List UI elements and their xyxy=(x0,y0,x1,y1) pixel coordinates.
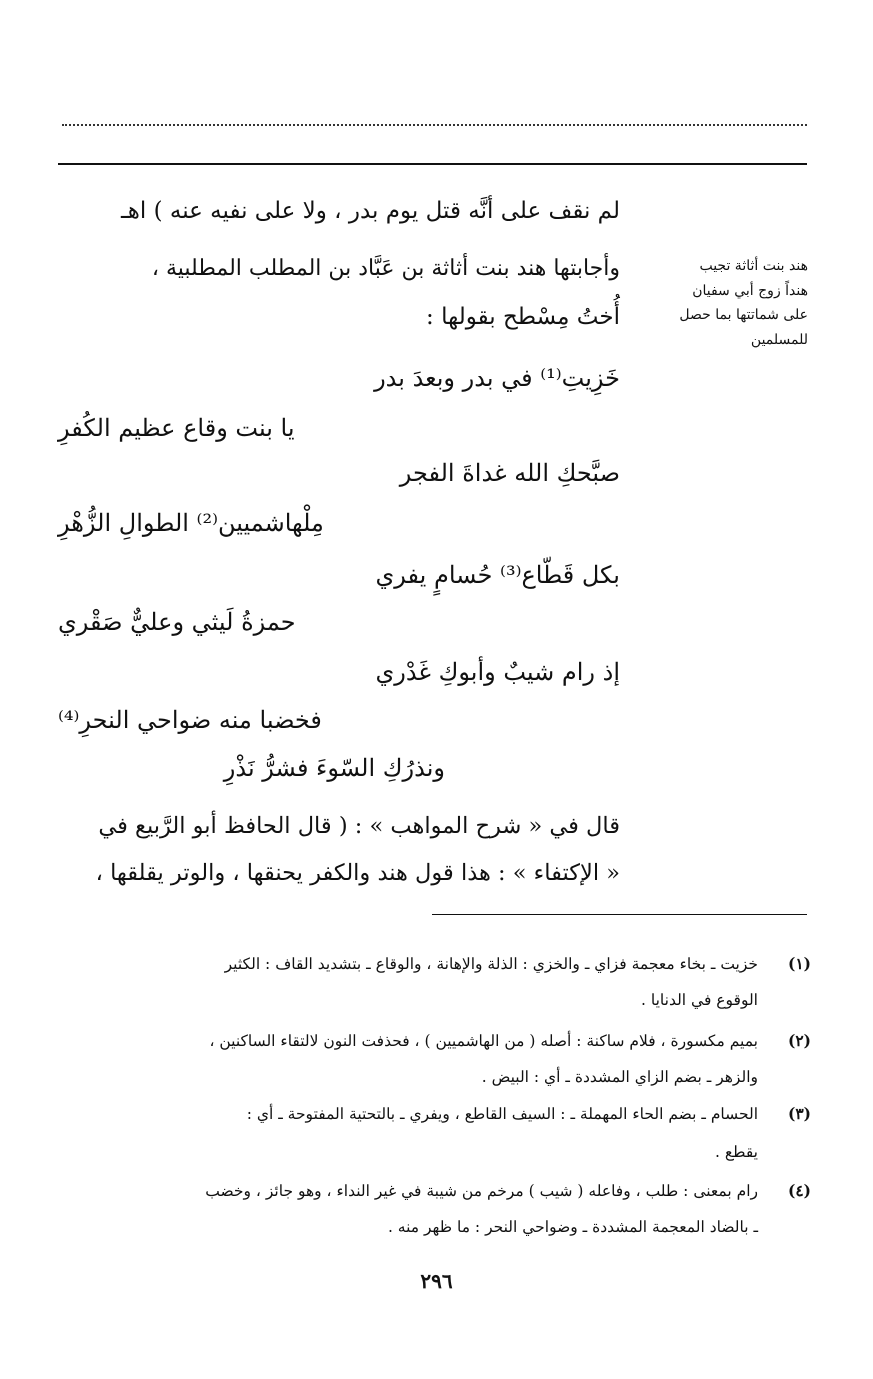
footnote-2-line-2: والزهر ـ بضم الزاي المشددة ـ أي : البيض . xyxy=(481,1068,758,1086)
margin-note xyxy=(638,254,808,352)
margin-note-line: هنداً زوج أبي سفيان xyxy=(692,282,808,299)
verse-right-2: صبَّحكِ الله غداةَ الفجر xyxy=(399,459,620,487)
verse-right-1: خَزِيتِ⁽¹⁾ في بدر وبعدَ بدر xyxy=(374,364,620,392)
footnote-number: (٣) xyxy=(787,1104,811,1123)
body-line-4: قال في « شرح المواهب » : ( قال الحافظ أبو الرَّبيع في xyxy=(98,813,620,839)
page-number: ٢٩٦ xyxy=(420,1269,453,1293)
footnote-1-line-1: خزيت ـ بخاء معجمة فزاي ـ والخزي : الذلة والإهانة ، والوقاع ـ بتشديد القاف : الكثير xyxy=(224,955,758,973)
footnote-number: (٤) xyxy=(787,1181,811,1200)
footnote-1-line-2: الوقوع في الدنايا . xyxy=(641,991,758,1009)
footnote-4-line-2: ـ بالضاد المعجمة المشددة ـ وضواحي النحر : ما ظهر منه . xyxy=(387,1218,758,1236)
header-rule xyxy=(58,163,807,165)
body-line-3: أُختُ مِسْطح بقولها : xyxy=(426,304,620,330)
margin-note-line: على شماتتها بما حصل xyxy=(679,307,808,323)
footnote-number: (٢) xyxy=(787,1031,811,1050)
body-line-2: وأجابتها هند بنت أثاثة بن عَبَّاد بن المطلب المطلبية ، xyxy=(151,256,620,281)
margin-note-line: للمسلمين xyxy=(750,331,808,348)
verse-left-1: يا بنت وقاع عظيم الكُفرِ xyxy=(58,414,295,442)
body-line-5: « الإكتفاء » : هذا قول هند والكفر يحنقها ، والوتر يقلقها ، xyxy=(95,860,620,886)
verse-right-5: ونذرُكِ السّوءَ فشرُّ نَذْرِ xyxy=(223,754,445,782)
verse-left-4: فخضبا منه ضواحي النحرِ⁽⁴⁾ xyxy=(58,706,322,734)
verse-left-2: مِلْهاشميين⁽²⁾ الطوالِ الزُّهْرِ xyxy=(58,509,324,537)
verse-left-3: حمزةُ لَيثي وعليٌّ صَقْري xyxy=(58,608,296,636)
body-line-1: لم نقف على أنَّه قتل يوم بدر ، ولا على نفيه عنه ) اهـ xyxy=(121,198,620,224)
verse-right-4: إذ رام شيبٌ وأبوكِ غَدْري xyxy=(375,658,620,686)
margin-note-line: هند بنت أثاثة تجيب xyxy=(699,258,808,274)
dotted-header-rule xyxy=(62,124,807,126)
footnote-3-line-1: الحسام ـ بضم الحاء المهملة ـ : السيف القاطع ، ويفري ـ بالتحتية المفتوحة ـ أي : xyxy=(246,1105,758,1123)
footnote-3-line-2: يقطع . xyxy=(715,1143,758,1161)
footnote-separator xyxy=(432,914,807,915)
footnote-2-line-1: بميم مكسورة ، فلام ساكنة : أصله ( من الهاشميين ) ، فحذفت النون لالتقاء الساكنين ، xyxy=(209,1032,758,1050)
footnote-number: (١) xyxy=(787,954,811,973)
footnote-4-line-1: رام بمعنى : طلب ، وفاعله ( شيب ) مرخم من شيبة في غير النداء ، وهو جائز ، وخضب xyxy=(205,1182,758,1200)
verse-right-3: بكل قَطّاع⁽³⁾ حُسامٍ يفري xyxy=(375,561,620,589)
